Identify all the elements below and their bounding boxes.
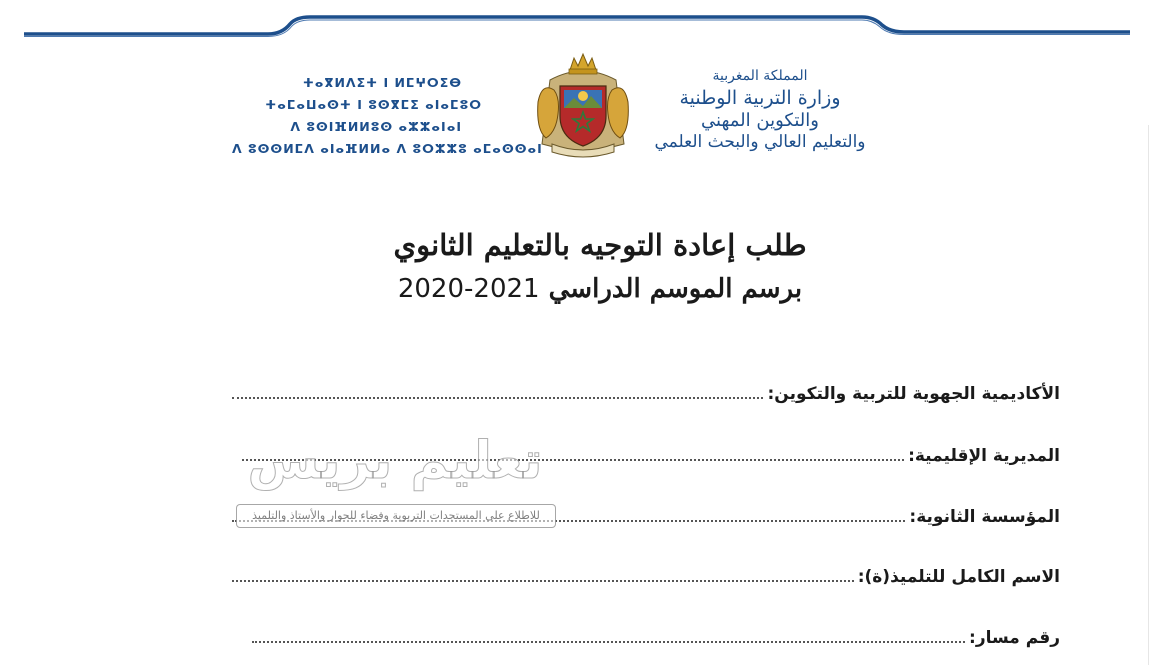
ministry-ar-line: المملكة المغربية <box>712 68 808 84</box>
watermark-brand: تعليم بريس <box>247 431 543 491</box>
ministry-tz-line: ⵜⴰⵎⴰⵡⴰⵙⵜ ⵏ ⵓⵙⴳⵎⵉ ⴰⵏⴰⵎⵓⵔ <box>265 97 482 112</box>
fill-in-line[interactable] <box>242 449 904 461</box>
ministry-tz-line: ⴷ ⵓⵙⵏⴼⵍⵍⵓⵙ ⴰⵣⵣⴰⵏⴰⵏ <box>290 119 462 134</box>
school-year: 2021-2020 <box>397 274 540 304</box>
field-label: رقم مسار: <box>969 628 1060 648</box>
ministry-name-tifinagh <box>232 72 542 160</box>
form-subtitle-text: برسم الموسم الدراسي <box>548 274 803 304</box>
form-subtitle <box>250 268 950 310</box>
coat-of-arms-icon <box>528 52 638 160</box>
form-title: طلب إعادة التوجيه بالتعليم الثانوي <box>393 228 807 262</box>
fill-in-line[interactable] <box>232 510 905 522</box>
form-title-block <box>250 222 950 310</box>
fill-in-line[interactable] <box>232 570 854 582</box>
page-edge-rule <box>1148 125 1149 665</box>
field-massar-number[interactable] <box>252 628 1060 648</box>
ministry-ar-line: والتكوين المهني <box>701 110 819 131</box>
field-label: الاسم الكامل للتلميذ(ة): <box>857 567 1060 587</box>
field-student-full-name[interactable] <box>232 567 1060 587</box>
header-decorative-band <box>0 0 1172 48</box>
ministry-tz-line: ⵜⴰⴳⵍⴷⵉⵜ ⵏ ⵍⵎⵖⵔⵉⴱ <box>302 75 462 90</box>
field-label: المؤسسة الثانوية: <box>909 507 1060 527</box>
watermark-tagline: للاطلاع على المستجدات التربوية وفضاء للحوار والأستاذ والتلميذ <box>236 504 556 528</box>
ministry-ar-line: والتعليم العالي والبحث العلمي <box>654 132 866 152</box>
ministry-name-arabic <box>610 68 910 152</box>
fill-in-line[interactable] <box>232 387 763 399</box>
ministry-tz-line: ⴷ ⵓⵙⵙⵍⵎⴷ ⴰⵏⴰⴼⵍⵍⴰ ⴷ ⵓⵔⵣⵣⵓ ⴰⵎⴰⵙⵙⴰⵏ <box>232 141 543 156</box>
field-regional-academy[interactable] <box>232 384 1060 404</box>
field-label: المديرية الإقليمية: <box>908 446 1060 466</box>
field-provincial-directorate[interactable] <box>242 446 1060 466</box>
field-label: الأكاديمية الجهوية للتربية والتكوين: <box>767 384 1060 404</box>
ministry-ar-line: وزارة التربية الوطنية <box>679 87 841 109</box>
field-secondary-school[interactable] <box>232 507 1060 527</box>
fill-in-line[interactable] <box>252 631 965 643</box>
